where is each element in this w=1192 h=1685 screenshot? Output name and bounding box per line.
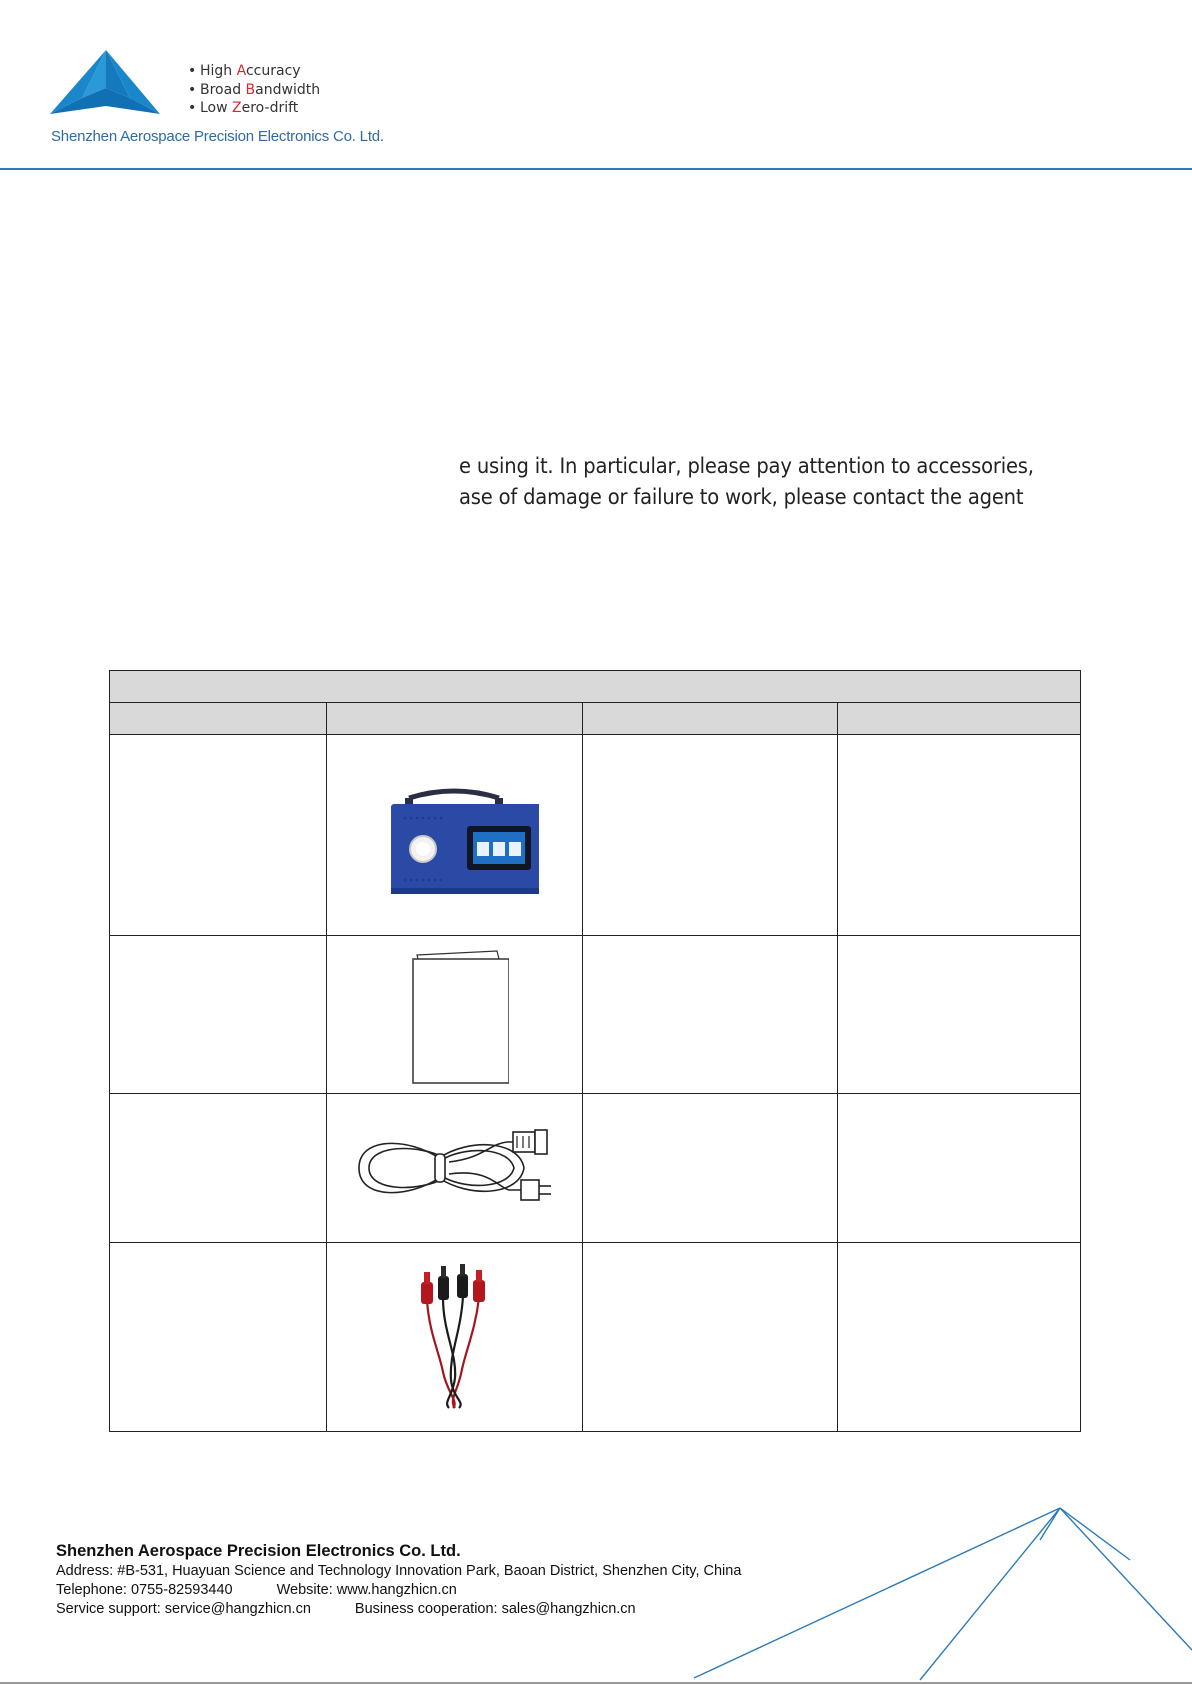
- tagline-zero-drift: • Low Zero-drift: [188, 100, 299, 116]
- footer-business-email[interactable]: Business cooperation: sales@hangzhicn.cn: [354, 1601, 636, 1617]
- intro-line-2: ase of damage or failure to work, please contact the agent: [459, 485, 1024, 509]
- footer-emails: [56, 1600, 741, 1619]
- header-cell: [326, 703, 582, 735]
- header-cell: [838, 703, 1081, 735]
- table-cell: [326, 735, 582, 936]
- accessories-table: [109, 670, 1081, 1432]
- table-row: [110, 1094, 1081, 1243]
- header-cell: [110, 703, 327, 735]
- table-cell: [110, 735, 327, 936]
- table-cell: [110, 936, 327, 1094]
- table-cell: [838, 1094, 1081, 1243]
- table-cell: [582, 735, 838, 936]
- taglines: [188, 62, 320, 118]
- table-cell: [110, 1243, 327, 1432]
- footer-service-email[interactable]: Service support: service@hangzhicn.cn: [56, 1601, 311, 1617]
- footer-contact: [56, 1542, 741, 1619]
- table-cell: [582, 1094, 838, 1243]
- test-leads-icon: [399, 1262, 509, 1412]
- company-name: Shenzhen Aerospace Precision Electronics Co. Ltd.: [51, 128, 384, 145]
- table-cell: [326, 936, 582, 1094]
- header-cell: [582, 703, 838, 735]
- footer-phone-web: [56, 1581, 741, 1600]
- table-row: [110, 1243, 1081, 1432]
- page-header: [0, 0, 1192, 172]
- intro-line-1: e using it. In particular, please pay attention to accessories,: [459, 454, 1034, 478]
- page-footer: [0, 1500, 1192, 1685]
- manual-icon: [399, 945, 509, 1085]
- table-cell: [582, 1243, 838, 1432]
- table-cell: [838, 1243, 1081, 1432]
- table-cell: [838, 735, 1081, 936]
- footer-website-link[interactable]: Website: www.hangzhicn.cn: [276, 1582, 457, 1598]
- table-title-cell: [110, 671, 1081, 703]
- table-cell: [838, 936, 1081, 1094]
- table-row: [110, 936, 1081, 1094]
- table-cell: [326, 1094, 582, 1243]
- table-title-row: [110, 671, 1081, 703]
- table-header-row: [110, 703, 1081, 735]
- footer-address: Address: #B-531, Huayuan Science and Technology Innovation Park, Baoan District, Shenzhen City, China: [56, 1563, 742, 1579]
- company-logo-icon: [48, 48, 168, 123]
- power-cable-icon: [349, 1118, 559, 1218]
- table-cell: [326, 1243, 582, 1432]
- footer-company-name: Shenzhen Aerospace Precision Electronics Co. Ltd.: [56, 1542, 461, 1560]
- table-row: [110, 735, 1081, 936]
- table-cell: [582, 936, 838, 1094]
- device-icon: [369, 770, 539, 900]
- table-cell: [110, 1094, 327, 1243]
- tagline-accuracy: • High Accuracy: [188, 63, 301, 79]
- header-divider: [0, 168, 1192, 170]
- tagline-bandwidth: • Broad Bandwidth: [188, 81, 321, 98]
- footer-telephone: Telephone: 0755-82593440: [56, 1582, 233, 1598]
